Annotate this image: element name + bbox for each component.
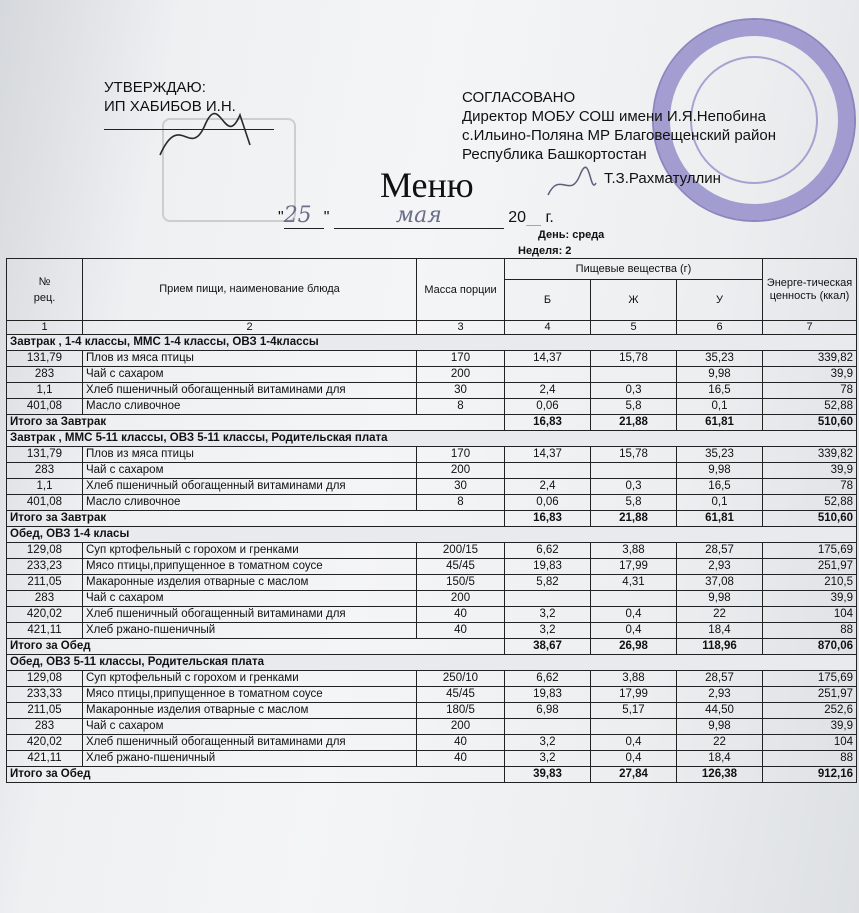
energy-value: 78 — [763, 383, 857, 399]
dish-row — [7, 559, 857, 575]
carb-value: 16,5 — [677, 479, 763, 495]
protein-value: 0,06 — [505, 495, 591, 511]
recipe-number: 131,79 — [7, 351, 83, 367]
protein-value — [505, 367, 591, 383]
protein-value: 2,4 — [505, 479, 591, 495]
menu-table-body — [7, 321, 857, 783]
portion-mass: 170 — [417, 447, 505, 463]
fat-value: 0,4 — [591, 751, 677, 767]
fat-value: 0,4 — [591, 623, 677, 639]
day-value: среда — [572, 229, 605, 241]
carb-value: 44,50 — [677, 703, 763, 719]
energy-value: 52,88 — [763, 399, 857, 415]
carb-value: 2,93 — [677, 559, 763, 575]
energy-value: 210,5 — [763, 575, 857, 591]
recipe-number: 421,11 — [7, 751, 83, 767]
total-fat: 26,98 — [591, 639, 677, 655]
meal-section-title: Обед, ОВЗ 5-11 классы, Родительская плата — [7, 655, 857, 671]
dish-row — [7, 735, 857, 751]
total-carb: 126,38 — [677, 767, 763, 783]
dish-name: Масло сливочное — [83, 399, 417, 415]
portion-mass: 170 — [417, 351, 505, 367]
dish-row — [7, 463, 857, 479]
fat-value: 5,17 — [591, 703, 677, 719]
carb-value: 35,23 — [677, 447, 763, 463]
carb-value: 18,4 — [677, 751, 763, 767]
fat-value: 17,99 — [591, 559, 677, 575]
total-energy: 870,06 — [763, 639, 857, 655]
column-index-cell: 5 — [591, 321, 677, 335]
dish-name: Хлеб ржано-пшеничный — [83, 751, 417, 767]
meal-total-label: Итого за Обед — [7, 639, 505, 655]
recipe-number: 129,08 — [7, 671, 83, 687]
fat-value: 5,8 — [591, 495, 677, 511]
dish-name: Мясо птицы,припущенное в томатном соусе — [83, 687, 417, 703]
energy-value: 339,82 — [763, 351, 857, 367]
energy-value: 39,9 — [763, 591, 857, 607]
col-header-num: № рец. — [7, 259, 83, 321]
portion-mass: 200 — [417, 463, 505, 479]
fat-value: 0,4 — [591, 735, 677, 751]
total-energy: 510,60 — [763, 511, 857, 527]
col-header-name: Прием пищи, наименование блюда — [83, 259, 417, 321]
portion-mass: 40 — [417, 607, 505, 623]
column-index-cell: 7 — [763, 321, 857, 335]
portion-mass: 8 — [417, 495, 505, 511]
date-quote-close: " — [323, 209, 330, 226]
energy-value: 39,9 — [763, 367, 857, 383]
portion-mass: 30 — [417, 479, 505, 495]
meal-total-row — [7, 415, 857, 431]
meal-total-label: Итого за Завтрак — [7, 415, 505, 431]
portion-mass: 200 — [417, 367, 505, 383]
dish-name: Масло сливочное — [83, 495, 417, 511]
dish-row — [7, 367, 857, 383]
dish-name: Хлеб пшеничный обогащенный витаминами для — [83, 735, 417, 751]
total-carb: 61,81 — [677, 511, 763, 527]
recipe-number: 1,1 — [7, 479, 83, 495]
recipe-number: 283 — [7, 367, 83, 383]
fat-value — [591, 719, 677, 735]
recipe-number: 233,33 — [7, 687, 83, 703]
energy-value: 39,9 — [763, 719, 857, 735]
protein-value: 0,06 — [505, 399, 591, 415]
meal-section-header — [7, 431, 857, 447]
total-protein: 38,67 — [505, 639, 591, 655]
energy-value: 52,88 — [763, 495, 857, 511]
column-index-row — [7, 321, 857, 335]
fat-value: 3,88 — [591, 543, 677, 559]
meal-total-row — [7, 639, 857, 655]
recipe-number: 233,23 — [7, 559, 83, 575]
total-energy: 912,16 — [763, 767, 857, 783]
energy-value: 88 — [763, 623, 857, 639]
protein-value: 3,2 — [505, 751, 591, 767]
dish-row — [7, 591, 857, 607]
carb-value: 9,98 — [677, 591, 763, 607]
recipe-number: 420,02 — [7, 607, 83, 623]
energy-value: 339,82 — [763, 447, 857, 463]
agree-line-2: с.Ильино-Поляна МР Благовещенский район — [462, 127, 777, 144]
date-day: 25 — [284, 203, 324, 229]
fat-value: 15,78 — [591, 351, 677, 367]
dish-name: Суп кртофельный с горохом и гренками — [83, 543, 417, 559]
portion-mass: 250/10 — [417, 671, 505, 687]
recipe-number: 420,02 — [7, 735, 83, 751]
week-value: 2 — [565, 245, 572, 257]
week-row — [518, 245, 571, 257]
dish-name: Чай с сахаром — [83, 591, 417, 607]
carb-value: 9,98 — [677, 719, 763, 735]
date-year-suffix: г. — [545, 209, 554, 226]
agree-line-3: Республика Башкортостан — [462, 146, 647, 163]
total-protein: 16,83 — [505, 511, 591, 527]
approver-signature — [150, 100, 270, 170]
energy-value: 104 — [763, 607, 857, 623]
column-index-cell: 2 — [83, 321, 417, 335]
dish-row — [7, 383, 857, 399]
recipe-number: 283 — [7, 719, 83, 735]
dish-row — [7, 607, 857, 623]
energy-value: 252,6 — [763, 703, 857, 719]
energy-value: 175,69 — [763, 543, 857, 559]
portion-mass: 180/5 — [417, 703, 505, 719]
fat-value: 3,88 — [591, 671, 677, 687]
recipe-number: 129,08 — [7, 543, 83, 559]
dish-row — [7, 543, 857, 559]
portion-mass: 200 — [417, 719, 505, 735]
dish-row — [7, 751, 857, 767]
portion-mass: 45/45 — [417, 559, 505, 575]
total-carb: 118,96 — [677, 639, 763, 655]
column-index-cell: 1 — [7, 321, 83, 335]
portion-mass: 45/45 — [417, 687, 505, 703]
carb-value: 22 — [677, 735, 763, 751]
meal-section-header — [7, 527, 857, 543]
col-header-energy: Энерге-тическая ценность (ккал) — [763, 259, 857, 321]
fat-value: 15,78 — [591, 447, 677, 463]
energy-value: 88 — [763, 751, 857, 767]
menu-table — [6, 258, 857, 783]
recipe-number: 1,1 — [7, 383, 83, 399]
recipe-number: 283 — [7, 463, 83, 479]
carb-value: 9,98 — [677, 367, 763, 383]
dish-name: Чай с сахаром — [83, 719, 417, 735]
col-header-u: У — [677, 280, 763, 321]
recipe-number: 211,05 — [7, 703, 83, 719]
protein-value — [505, 719, 591, 735]
protein-value: 19,83 — [505, 559, 591, 575]
col-header-b: Б — [505, 280, 591, 321]
dish-name: Плов из мяса птицы — [83, 447, 417, 463]
protein-value: 6,98 — [505, 703, 591, 719]
energy-value: 39,9 — [763, 463, 857, 479]
meal-section-header — [7, 655, 857, 671]
week-label: Неделя: — [518, 245, 563, 257]
date-year: 20 — [508, 209, 527, 226]
agree-line-1: Директор МОБУ СОШ имени И.Я.Непобина — [462, 108, 766, 125]
energy-value: 251,97 — [763, 687, 857, 703]
dish-row — [7, 671, 857, 687]
fat-value — [591, 591, 677, 607]
carb-value: 2,93 — [677, 687, 763, 703]
protein-value — [505, 463, 591, 479]
portion-mass: 40 — [417, 735, 505, 751]
portion-mass: 200/15 — [417, 543, 505, 559]
energy-value: 251,97 — [763, 559, 857, 575]
protein-value: 3,2 — [505, 735, 591, 751]
protein-value: 3,2 — [505, 607, 591, 623]
fat-value: 0,3 — [591, 479, 677, 495]
energy-value: 175,69 — [763, 671, 857, 687]
meal-total-row — [7, 767, 857, 783]
meal-section-title: Обед, ОВЗ 1-4 класы — [7, 527, 857, 543]
portion-mass: 8 — [417, 399, 505, 415]
agree-title: СОГЛАСОВАНО — [462, 89, 576, 106]
portion-mass: 30 — [417, 383, 505, 399]
portion-mass: 40 — [417, 751, 505, 767]
protein-value: 6,62 — [505, 543, 591, 559]
fat-value: 0,3 — [591, 383, 677, 399]
total-protein: 16,83 — [505, 415, 591, 431]
carb-value: 35,23 — [677, 351, 763, 367]
meal-section-title: Завтрак , 1-4 классы, ММС 1-4 классы, ОВЗ 1-4классы — [7, 335, 857, 351]
recipe-number: 131,79 — [7, 447, 83, 463]
recipe-number: 401,08 — [7, 495, 83, 511]
dish-name: Макаронные изделия отварные с маслом — [83, 703, 417, 719]
date-month: мая — [334, 203, 504, 229]
date-row: "25 " мая 20__ г. — [278, 203, 554, 228]
dish-row — [7, 447, 857, 463]
fat-value — [591, 463, 677, 479]
director-signature — [540, 165, 600, 205]
fat-value — [591, 367, 677, 383]
carb-value: 28,57 — [677, 543, 763, 559]
total-protein: 39,83 — [505, 767, 591, 783]
total-fat: 21,88 — [591, 511, 677, 527]
approve-name: ИП ХАБИБОВ И.Н. — [104, 98, 236, 115]
dish-name: Хлеб пшеничный обогащенный витаминами для — [83, 383, 417, 399]
dish-row — [7, 719, 857, 735]
column-index-cell: 4 — [505, 321, 591, 335]
carb-value: 28,57 — [677, 671, 763, 687]
protein-value: 3,2 — [505, 623, 591, 639]
protein-value: 14,37 — [505, 351, 591, 367]
dish-row — [7, 479, 857, 495]
recipe-number: 283 — [7, 591, 83, 607]
column-index-cell: 6 — [677, 321, 763, 335]
menu-title: Меню — [380, 165, 474, 205]
col-header-mass: Масса порции — [417, 259, 505, 321]
fat-value: 4,31 — [591, 575, 677, 591]
dish-row — [7, 495, 857, 511]
approve-title: УТВЕРЖДАЮ: — [104, 79, 206, 96]
total-carb: 61,81 — [677, 415, 763, 431]
fat-value: 5,8 — [591, 399, 677, 415]
dish-name: Хлеб пшеничный обогащенный витаминами для — [83, 607, 417, 623]
energy-value: 104 — [763, 735, 857, 751]
portion-mass: 200 — [417, 591, 505, 607]
column-index-cell: 3 — [417, 321, 505, 335]
meal-section-header — [7, 335, 857, 351]
meal-total-label: Итого за Завтрак — [7, 511, 505, 527]
dish-name: Чай с сахаром — [83, 463, 417, 479]
dish-row — [7, 687, 857, 703]
fat-value: 17,99 — [591, 687, 677, 703]
agreement-block — [462, 88, 776, 164]
dish-row — [7, 351, 857, 367]
carb-value: 9,98 — [677, 463, 763, 479]
dish-name: Суп кртофельный с горохом и гренками — [83, 671, 417, 687]
dish-name: Хлеб ржано-пшеничный — [83, 623, 417, 639]
dish-name: Мясо птицы,припущенное в томатном соусе — [83, 559, 417, 575]
carb-value: 0,1 — [677, 495, 763, 511]
protein-value: 5,82 — [505, 575, 591, 591]
meal-section-title: Завтрак , ММС 5-11 классы, ОВЗ 5-11 классы, Родительская плата — [7, 431, 857, 447]
protein-value: 2,4 — [505, 383, 591, 399]
protein-value — [505, 591, 591, 607]
recipe-number: 401,08 — [7, 399, 83, 415]
total-fat: 27,84 — [591, 767, 677, 783]
dish-row — [7, 623, 857, 639]
col-header-nutrients: Пищевые вещества (г) — [505, 259, 763, 280]
recipe-number: 211,05 — [7, 575, 83, 591]
dish-row — [7, 399, 857, 415]
dish-row — [7, 575, 857, 591]
carb-value: 37,08 — [677, 575, 763, 591]
protein-value: 14,37 — [505, 447, 591, 463]
fat-value: 0,4 — [591, 607, 677, 623]
col-header-zh: Ж — [591, 280, 677, 321]
dish-name: Хлеб пшеничный обогащенный витаминами для — [83, 479, 417, 495]
dish-name: Плов из мяса птицы — [83, 351, 417, 367]
portion-mass: 150/5 — [417, 575, 505, 591]
day-label: День: — [538, 229, 570, 241]
total-energy: 510,60 — [763, 415, 857, 431]
protein-value: 19,83 — [505, 687, 591, 703]
director-name: Т.З.Рахматуллин — [604, 170, 721, 187]
meal-total-label: Итого за Обед — [7, 767, 505, 783]
recipe-number: 421,11 — [7, 623, 83, 639]
dish-row — [7, 703, 857, 719]
dish-name: Чай с сахаром — [83, 367, 417, 383]
energy-value: 78 — [763, 479, 857, 495]
dish-name: Макаронные изделия отварные с маслом — [83, 575, 417, 591]
carb-value: 16,5 — [677, 383, 763, 399]
meal-total-row — [7, 511, 857, 527]
total-fat: 21,88 — [591, 415, 677, 431]
carb-value: 0,1 — [677, 399, 763, 415]
day-row — [538, 229, 604, 241]
carb-value: 18,4 — [677, 623, 763, 639]
portion-mass: 40 — [417, 623, 505, 639]
date-quote-open: " — [278, 209, 284, 226]
carb-value: 22 — [677, 607, 763, 623]
protein-value: 6,62 — [505, 671, 591, 687]
